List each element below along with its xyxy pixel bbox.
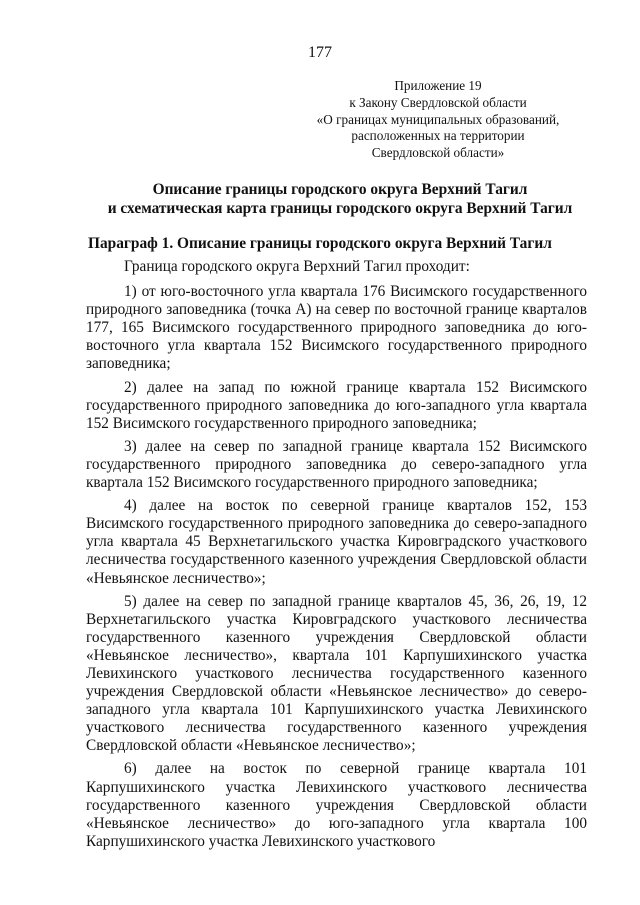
appendix-line: к Закону Свердловской области — [349, 94, 527, 110]
title-line: Описание границы городского округа Верхний Тагил — [152, 181, 528, 198]
appendix-reference — [288, 78, 588, 162]
boundary-item: 5) далее на север по западной границе кварталов 45, 36, 26, 19, 12 Верхнетагильского участка Кировградского участкового лесничества государственного казенного учреждения Свердловской области «Невьянское лесничество», квартала 101 Карпушихинского участка Левихинского участкового лесничества государственного казенного учреждения Свердловской области «Невьянское лесничество» до северо-западного угла квартала 101 Карпушихинского участка Левихинского участкового лесничества государственного казенного учреждения Свердловской области «Невьянское лесничество»; — [86, 592, 587, 755]
boundary-item: 4) далее на восток по северной границе кварталов 152, 153 Висимского государственного природного заповедника до северо-западного угла квартала 45 Верхнетагильского участка Кировградского участкового лесничества государственного казенного учреждения Свердловской области «Невьянское лесничество»; — [86, 497, 587, 587]
title-line: и схематическая карта границы городского округа Верхний Тагил — [107, 200, 573, 217]
page-number: 177 — [308, 44, 332, 61]
boundary-item: 1) от юго-восточного угла квартала 176 Висимского государственного природного заповедника (точка А) на север по восточной границе кварталов 177, 165 Висимского государственного природного заповедника до юго-восточного угла квартала 152 Висимского государственного природного заповедника; — [86, 283, 587, 373]
appendix-line: Приложение 19 — [394, 78, 482, 93]
document-title — [50, 180, 630, 218]
document-body — [86, 258, 587, 856]
appendix-line: Свердловской области» — [371, 145, 505, 161]
intro-text: Граница городского округа Верхний Тагил проходит: — [124, 258, 470, 275]
boundary-item: 6) далее на восток по северной границе квартала 101 Карпушихинского участка Левихинского участкового лесничества государственного казенного учреждения Свердловской области «Невьянское лесничество» до юго-западного угла квартала 100 Карпушихинского участка Левихинского участкового — [86, 760, 587, 850]
boundary-item: 3) далее на север по западной границе квартала 152 Висимского государственного природного заповедника до северо-западного угла квартала 152 Висимского государственного природного заповедника; — [86, 437, 587, 492]
boundary-item: 2) далее на запад по южной границе квартала 152 Висимского государственного природного заповедника до юго-западного угла квартала 152 Висимского государственного природного заповедника; — [86, 378, 587, 432]
paragraph-heading: Параграф 1. Описание границы городского округа Верхний Тагил — [88, 235, 552, 252]
appendix-line: «О границах муниципальных образований, — [316, 111, 560, 127]
appendix-line: расположенных на территории — [351, 128, 525, 144]
